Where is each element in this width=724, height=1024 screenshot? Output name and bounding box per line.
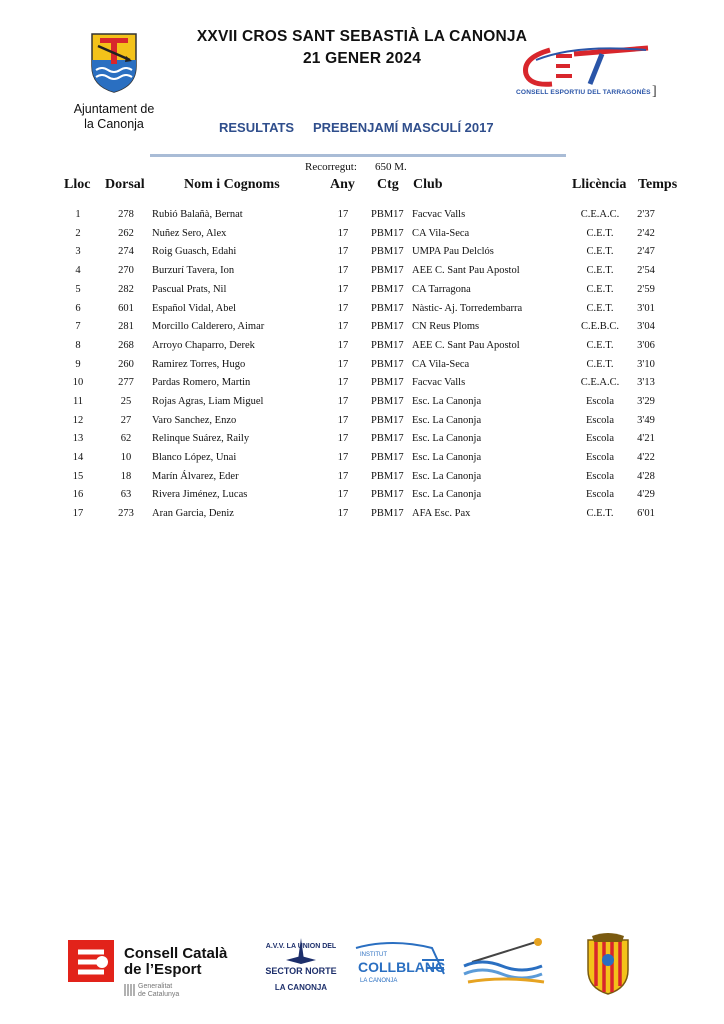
cell-club: AEE C. Sant Pau Apostol	[412, 265, 520, 276]
cell-nom: Pascual Prats, Nil	[152, 284, 227, 295]
cell-ctg: PBM17	[371, 321, 404, 332]
table-row	[0, 340, 724, 358]
cell-ctg: PBM17	[371, 508, 404, 519]
river-emblem-logo	[462, 936, 548, 988]
cell-temps: 3'10	[637, 359, 655, 370]
cell-nom: Nuñez Sero, Alex	[152, 228, 227, 239]
cell-nom: Morcillo Calderero, Aimar	[152, 321, 265, 332]
cell-temps: 4'28	[637, 471, 655, 482]
generalitat-name	[138, 983, 179, 999]
avv-top-text: A.V.V. LA UNION DEL	[265, 943, 337, 950]
cell-lloc: 12	[72, 415, 84, 426]
table-row	[0, 508, 724, 526]
cell-temps: 3'13	[637, 377, 655, 388]
table-row	[0, 396, 724, 414]
collblanc-top-text: INSTITUT	[360, 952, 387, 958]
cell-club: Nàstic- Aj. Torredembarra	[412, 303, 523, 314]
cell-lloc: 14	[72, 452, 84, 463]
cell-club: CA Vila-Seca	[412, 359, 470, 370]
cell-llicencia: C.E.A.C.	[580, 377, 620, 388]
cell-ctg: PBM17	[371, 228, 404, 239]
cell-dorsal: 270	[118, 265, 134, 276]
table-row	[0, 209, 724, 227]
cell-temps: 3'01	[637, 303, 655, 314]
cell-llicencia: Escola	[586, 452, 614, 463]
cell-lloc: 7	[75, 321, 81, 332]
cell-any: 17	[337, 452, 349, 463]
cell-nom: Rivera Jiménez, Lucas	[152, 489, 248, 500]
cell-dorsal: 601	[118, 303, 134, 314]
cell-nom: Rojas Agras, Liam Miguel	[152, 396, 264, 407]
cell-nom: Rubió Balañà, Bernat	[152, 209, 243, 220]
table-row	[0, 303, 724, 321]
cell-ctg: PBM17	[371, 433, 404, 444]
table-row	[0, 359, 724, 377]
cell-llicencia: C.E.T.	[586, 284, 614, 295]
cell-ctg: PBM17	[371, 415, 404, 426]
cell-llicencia: Escola	[586, 433, 614, 444]
cell-temps: 2'47	[637, 246, 655, 257]
cell-ctg: PBM17	[371, 359, 404, 370]
col-header-club: Club	[413, 177, 443, 192]
cell-any: 17	[337, 228, 349, 239]
cell-dorsal: 281	[118, 321, 134, 332]
cell-club: Esc. La Canonja	[412, 433, 482, 444]
cell-any: 17	[337, 377, 349, 388]
table-row	[0, 265, 724, 283]
cell-any: 17	[337, 303, 349, 314]
cell-nom: Roig Guasch, Edahi	[152, 246, 237, 257]
cell-ctg: PBM17	[371, 396, 404, 407]
cell-temps: 2'37	[637, 209, 655, 220]
cell-any: 17	[337, 284, 349, 295]
col-header-ctg: Ctg	[377, 177, 399, 192]
cell-ctg: PBM17	[371, 303, 404, 314]
cell-club: AFA Esc. Pax	[412, 508, 471, 519]
cell-club: CA Tarragona	[412, 284, 471, 295]
cell-club: AEE C. Sant Pau Apostol	[412, 340, 520, 351]
cell-dorsal: 262	[118, 228, 134, 239]
results-label: RESULTATS	[219, 120, 295, 135]
cell-club: Facvac Valls	[412, 377, 466, 388]
cell-temps: 2'42	[637, 228, 655, 239]
cell-dorsal: 273	[118, 508, 134, 519]
cell-club: Esc. La Canonja	[412, 471, 482, 482]
cell-lloc: 4	[75, 265, 81, 276]
cell-ctg: PBM17	[371, 377, 404, 388]
cell-nom: Burzurí Tavera, Ion	[152, 265, 235, 276]
cell-dorsal: 27	[120, 415, 132, 426]
table-row	[0, 433, 724, 451]
cell-club: Esc. La Canonja	[412, 415, 482, 426]
cell-dorsal: 260	[118, 359, 134, 370]
cell-nom: Español Vidal, Abel	[152, 303, 237, 314]
cell-dorsal: 62	[120, 433, 132, 444]
cell-any: 17	[337, 265, 349, 276]
cell-temps: 3'06	[637, 340, 655, 351]
cell-dorsal: 268	[118, 340, 134, 351]
cell-temps: 4'29	[637, 489, 655, 500]
cell-temps: 2'59	[637, 284, 655, 295]
table-row	[0, 321, 724, 339]
cell-llicencia: C.E.T.	[586, 303, 614, 314]
cell-dorsal: 10	[120, 452, 132, 463]
avv-bottom-text: LA CANONJA	[274, 983, 328, 992]
cell-nom: Aran Garcia, Deniz	[152, 508, 234, 519]
table-row	[0, 246, 724, 264]
cell-lloc: 17	[72, 508, 84, 519]
cell-club: Esc. La Canonja	[412, 489, 482, 500]
table-row	[0, 415, 724, 433]
cell-llicencia: Escola	[586, 489, 614, 500]
cell-ctg: PBM17	[371, 265, 404, 276]
cell-lloc: 16	[72, 489, 84, 500]
cell-temps: 6'01	[637, 508, 655, 519]
cell-lloc: 3	[75, 246, 81, 257]
cell-club: CA Vila-Seca	[412, 228, 470, 239]
cell-club: UMPA Pau Delclós	[412, 246, 494, 257]
la-canonja-crest-logo	[88, 30, 140, 94]
cell-llicencia: C.E.T.	[586, 508, 614, 519]
cell-dorsal: 277	[118, 377, 134, 388]
col-header-nom: Nom i Cognoms	[184, 177, 280, 192]
cell-nom: Marín Álvarez, Eder	[152, 471, 239, 482]
cell-dorsal: 63	[120, 489, 132, 500]
municipality-line1: Ajuntament de	[73, 102, 155, 116]
cell-ctg: PBM17	[371, 452, 404, 463]
col-header-dorsal: Dorsal	[105, 177, 145, 192]
table-row	[0, 377, 724, 395]
cell-llicencia: C.E.T.	[586, 228, 614, 239]
route-label: Recorregut:	[305, 161, 357, 173]
cell-any: 17	[337, 489, 349, 500]
cell-lloc: 9	[75, 359, 81, 370]
cell-nom: Varo Sanchez, Enzo	[152, 415, 237, 426]
event-date: 21 GENER 2024	[302, 50, 422, 67]
cell-nom: Ramirez Torres, Hugo	[152, 359, 246, 370]
consell-catala-esport-name	[124, 946, 227, 978]
table-row	[0, 452, 724, 470]
cell-ctg: PBM17	[371, 489, 404, 500]
cell-ctg: PBM17	[371, 340, 404, 351]
table-row	[0, 489, 724, 507]
cell-any: 17	[337, 508, 349, 519]
col-header-llicencia: Llicència	[572, 177, 627, 192]
table-row	[0, 471, 724, 489]
cell-ctg: PBM17	[371, 471, 404, 482]
cell-nom: Blanco López, Unai	[152, 452, 237, 463]
cell-llicencia: C.E.T.	[586, 340, 614, 351]
cell-club: Esc. La Canonja	[412, 452, 482, 463]
cell-lloc: 6	[75, 303, 81, 314]
cell-llicencia: C.E.T.	[586, 265, 614, 276]
institut-collblanc-logo	[352, 940, 448, 990]
col-header-lloc: Lloc	[64, 177, 91, 192]
cell-lloc: 15	[72, 471, 84, 482]
cet-bracket: ]	[652, 84, 657, 99]
cell-lloc: 8	[75, 340, 81, 351]
cell-dorsal: 282	[118, 284, 134, 295]
route-value: 650 M.	[375, 161, 407, 173]
municipality-name	[64, 102, 164, 132]
cell-club: Esc. La Canonja	[412, 396, 482, 407]
cell-temps: 3'29	[637, 396, 655, 407]
cell-any: 17	[337, 321, 349, 332]
cet-logo-text: CET	[516, 100, 518, 101]
consell-catala-esport-logo	[68, 940, 114, 982]
cell-llicencia: C.E.B.C.	[581, 321, 619, 332]
generalitat-icon	[124, 984, 135, 996]
col-header-any: Any	[330, 177, 355, 192]
cell-any: 17	[337, 209, 349, 220]
avv-sector-norte-logo	[262, 934, 340, 998]
ccesp-line1: Consell Català	[124, 945, 228, 962]
cell-nom: Pardas Romero, Martin	[152, 377, 251, 388]
cell-lloc: 1	[75, 209, 81, 220]
cell-dorsal: 278	[118, 209, 134, 220]
event-title: XXVII CROS SANT SEBASTIÀ LA CANONJA	[196, 28, 528, 45]
cell-ctg: PBM17	[371, 246, 404, 257]
cell-llicencia: C.E.T.	[586, 359, 614, 370]
collblanc-main-text: COLLBLANC	[358, 959, 446, 975]
cell-club: CN Reus Ploms	[412, 321, 480, 332]
col-header-temps: Temps	[638, 177, 678, 192]
cell-nom: Relinque Suárez, Raily	[152, 433, 250, 444]
cell-lloc: 11	[72, 396, 84, 407]
cell-any: 17	[337, 396, 349, 407]
cell-llicencia: Escola	[586, 396, 614, 407]
coat-of-arms-logo	[578, 932, 638, 996]
cell-ctg: PBM17	[371, 209, 404, 220]
municipality-line2: la Canonja	[84, 117, 144, 131]
cell-club: Facvac Valls	[412, 209, 466, 220]
cell-temps: 3'49	[637, 415, 655, 426]
cell-temps: 3'04	[637, 321, 655, 332]
cell-any: 17	[337, 471, 349, 482]
cell-nom: Arroyo Chaparro, Derek	[152, 340, 255, 351]
cell-lloc: 2	[75, 228, 81, 239]
cet-caption: CONSELL ESPORTIU DEL TARRAGONÈS	[516, 89, 651, 96]
cell-dorsal: 18	[120, 471, 132, 482]
avv-mid-text: SECTOR NORTE	[265, 966, 337, 976]
table-row	[0, 228, 724, 246]
category-label: PREBENJAMÍ MASCULÍ 2017	[313, 120, 494, 135]
cell-llicencia: Escola	[586, 415, 614, 426]
cell-temps: 4'22	[637, 452, 655, 463]
cell-ctg: PBM17	[371, 284, 404, 295]
cell-lloc: 10	[72, 377, 84, 388]
cell-any: 17	[337, 415, 349, 426]
cell-lloc: 5	[75, 284, 81, 295]
gencat-line2: de Catalunya	[138, 991, 180, 998]
cell-any: 17	[337, 246, 349, 257]
header-divider	[150, 154, 566, 157]
collblanc-bottom-text: LA CANONJA	[360, 978, 398, 984]
table-row	[0, 284, 724, 302]
cell-lloc: 13	[72, 433, 84, 444]
ccesp-line2: de l’Esport	[124, 961, 202, 978]
cell-temps: 2'54	[637, 265, 655, 276]
cell-llicencia: Escola	[586, 471, 614, 482]
cell-any: 17	[337, 340, 349, 351]
gencat-line1: Generalitat	[138, 983, 173, 990]
cell-any: 17	[337, 359, 349, 370]
cell-temps: 4'21	[637, 433, 655, 444]
cell-llicencia: C.E.A.C.	[580, 209, 620, 220]
cell-any: 17	[337, 433, 349, 444]
cell-dorsal: 274	[118, 246, 134, 257]
cell-llicencia: C.E.T.	[586, 246, 614, 257]
cell-dorsal: 25	[120, 396, 132, 407]
